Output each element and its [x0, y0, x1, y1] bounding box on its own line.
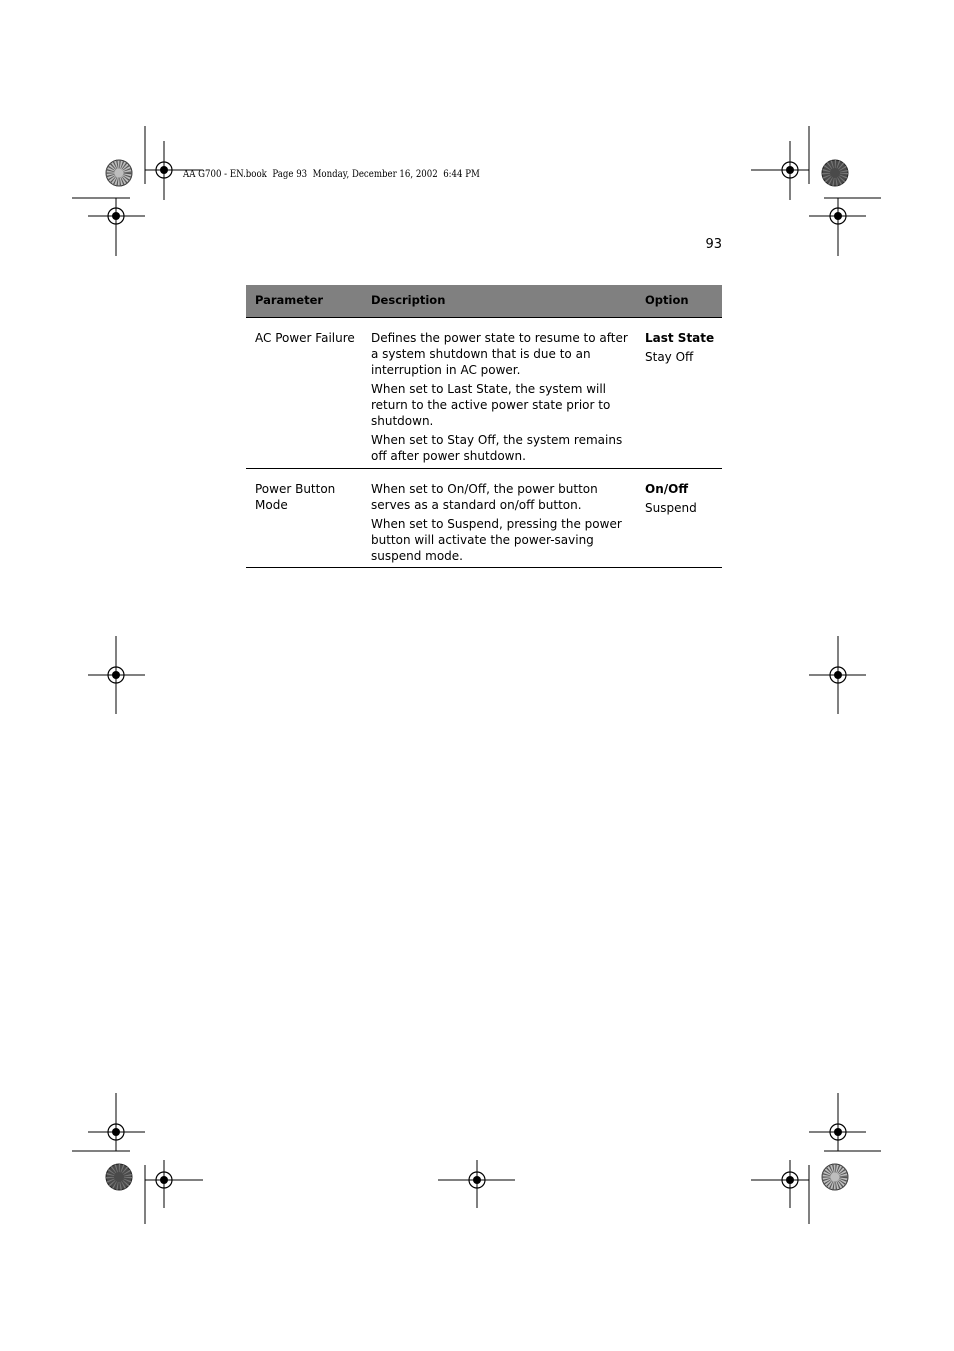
- parameter-cell: Power Button Mode: [255, 482, 336, 512]
- table-header: [246, 285, 722, 318]
- default-option: On/Off: [645, 482, 689, 496]
- header-parameter: Parameter: [255, 293, 324, 307]
- description-cell: [371, 330, 631, 467]
- description-paragraph: Defines the power state to resume to after a system shutdown that is due to an interruption in AC power.: [371, 331, 628, 377]
- header-option: Option: [645, 293, 689, 307]
- header-description: Description: [371, 293, 446, 307]
- table-row: [246, 318, 722, 469]
- page-number: 93: [705, 237, 722, 252]
- table-row: [246, 469, 722, 568]
- option-cell: [645, 481, 722, 519]
- description-paragraph: When set to On/Off, the power button serves as a standard on/off button.: [371, 482, 598, 512]
- option-value: Suspend: [645, 501, 697, 515]
- default-option: Last State: [645, 331, 715, 345]
- bios-parameter-table: [246, 285, 722, 568]
- print-slug: AA G700 - EN.book Page 93 Monday, December 16, 2002 6:44 PM: [183, 169, 480, 180]
- option-value: Stay Off: [645, 350, 694, 364]
- parameter-cell: AC Power Failure: [255, 331, 355, 345]
- description-paragraph: When set to Stay Off, the system remains off after power shutdown.: [371, 433, 623, 463]
- description-paragraph: When set to Last State, the system will return to the active power state prior to shutdown.: [371, 382, 611, 428]
- option-cell: [645, 330, 722, 368]
- description-cell: [371, 481, 631, 567]
- description-paragraph: When set to Suspend, pressing the power button will activate the power-saving suspend mode.: [371, 517, 622, 563]
